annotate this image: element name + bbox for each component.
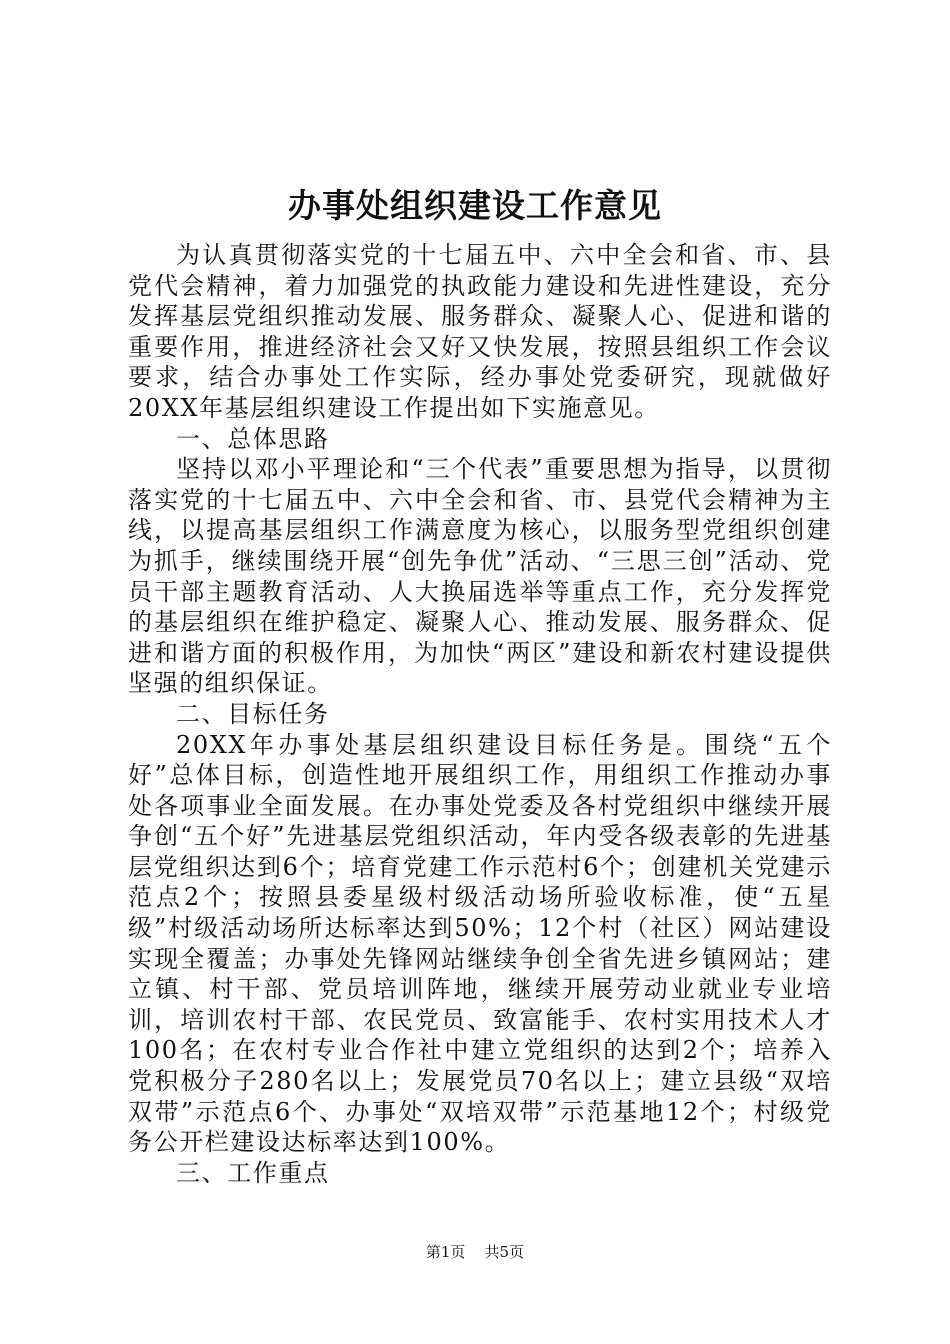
page-total: 共5页 [484,1243,525,1261]
intro-paragraph: 为认真贯彻落实党的十七届五中、六中全会和省、市、县党代会精神，着力加强党的执政能力建设和先进性建设，充分发挥基层党组织推动发展、服务群众、凝聚人心、促进和谐的重要作用，推进经济社会又好又快发展，按照县组织工作会议要求，结合办事处工作实际，经办事处党委研究，现就做好20XX年基层组织建设工作提出如下实施意见。 [128,241,832,422]
section-heading-overall: 一、总体思路 [176,424,330,453]
overall-paragraph: 坚持以邓小平理论和“三个代表”重要思想为指导，以贯彻落实党的十七届五中、六中全会和省、市、县党代会精神为主线，以提高基层组织工作满意度为核心，以服务型党组织创建为抓手，继续围绕开展“创先争优”活动、“三思三创”活动、党员干部主题教育活动、人大换届选举等重点工作，充分发挥党的基层组织在维护稳定、凝聚人心、推动发展、服务群众、促进和谐方面的积极作用，为加快“两区”建设和新农村建设提供坚强的组织保证。 [128,455,832,698]
goals-paragraph: 20XX年办事处基层组织建设目标任务是。围绕“五个好”总体目标，创造性地开展组织工作，用组织工作推动办事处各项事业全面发展。在办事处党委及各村党组织中继续开展争创“五个好”先进基层党组织活动，年内受各级表彰的先进基层党组织达到6个；培育党建工作示范村6个；创建机关党建示范点2个；按照县委星级村级活动场所验收标准，使“五星级”村级活动场所达标率达到50%；12个村（社区）网站建设实现全覆盖；办事处先锋网站继续争创全省先进乡镇网站；建立镇、村干部、党员培训阵地，继续开展劳动业就业专业培训，培训农村干部、农民党员、致富能手、农村实用技术人才100名；在农村专业合作社中建立党组织的达到2个；培养入党积极分子280名以上；发展党员70名以上；建立县级“双培双带”示范点6个、办事处“双培双带”示范基地12个；村级党务公开栏建设达标率达到100%。 [128,730,832,1157]
page-separator [470,1243,480,1261]
document-body [128,240,832,1188]
document-title: 办事处组织建设工作意见 [288,186,662,225]
section-heading-goals: 二、目标任务 [176,699,330,728]
page-number: 第1页 [425,1243,466,1261]
section-heading-key-work: 三、工作重点 [176,1158,330,1187]
page-footer [0,1242,950,1262]
